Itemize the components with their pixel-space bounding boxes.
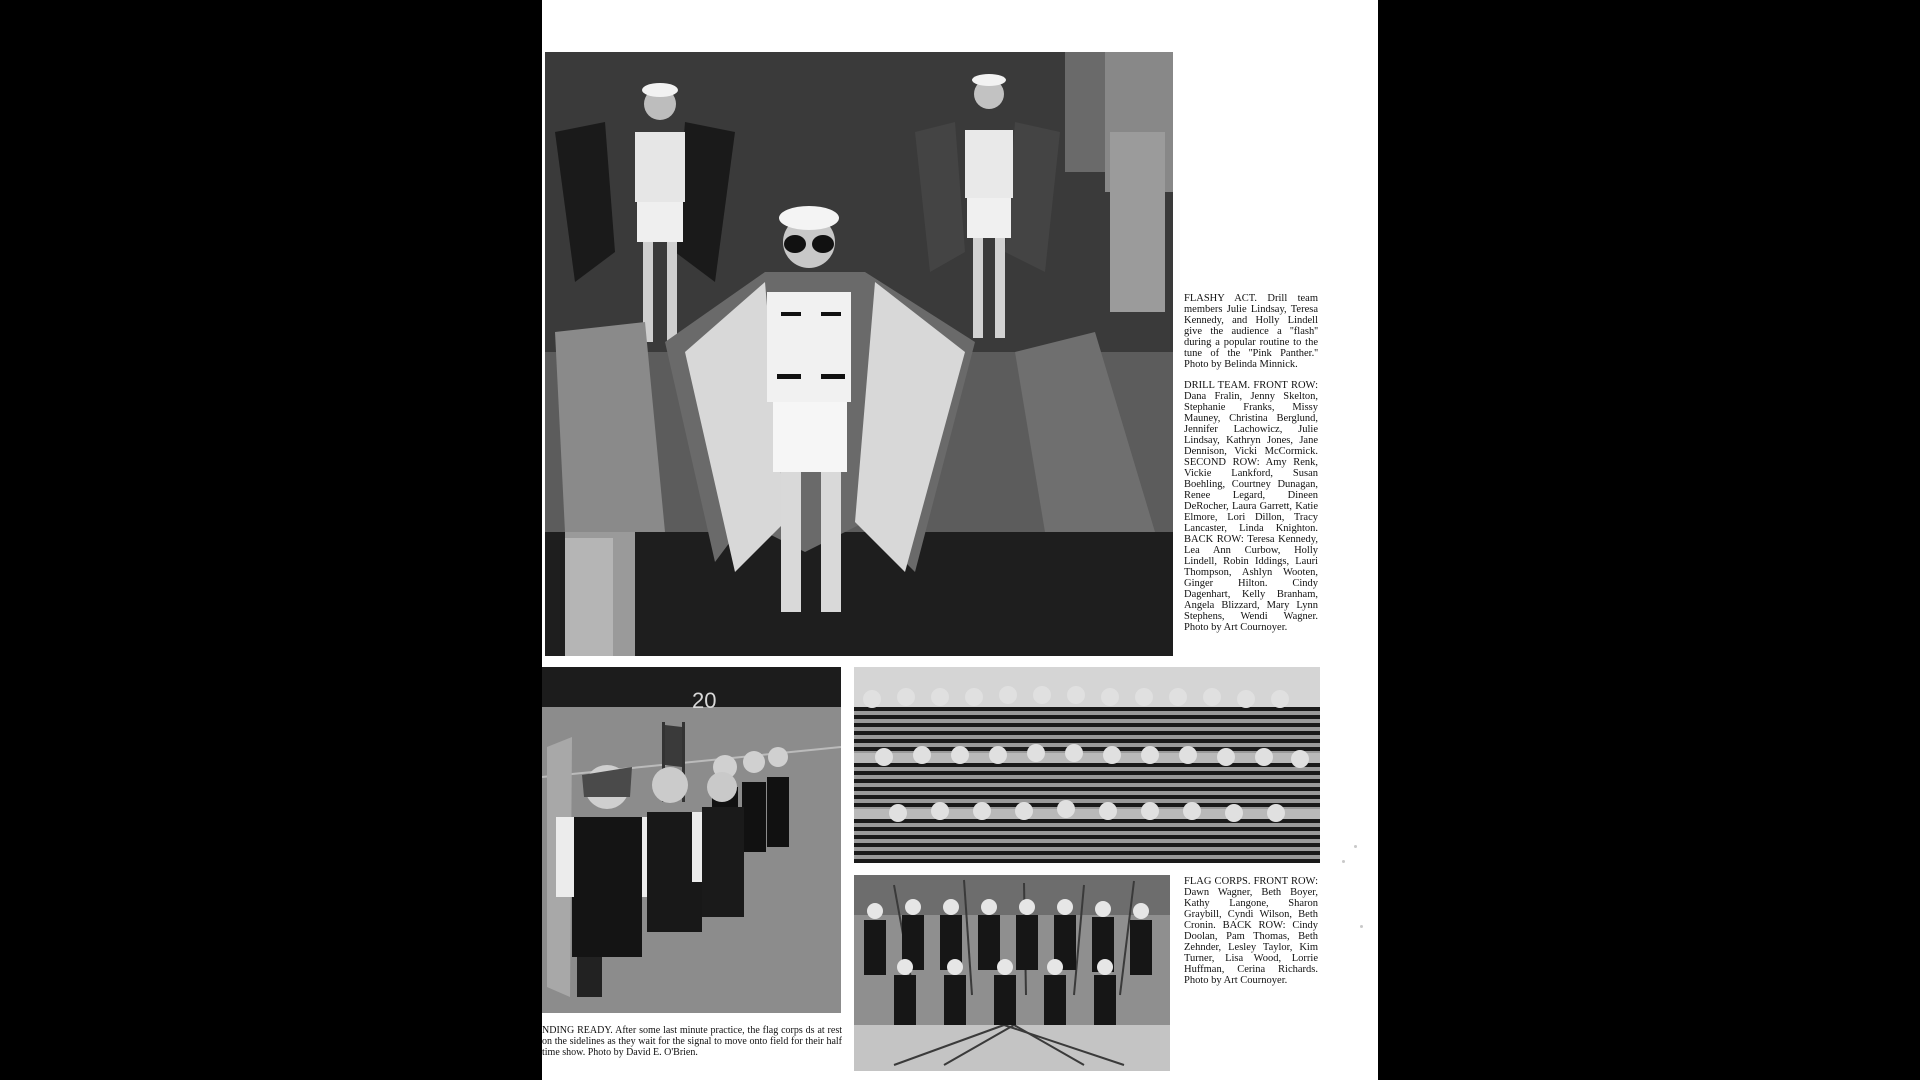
yardline-number: 20 [692,688,717,713]
flag-corps-caption-block [1184,876,1318,996]
flag-corps-sideline-photo [542,667,841,1013]
drill-team-performance-image [545,52,1173,656]
standing-ready-caption: NDING READY. After some last minute practice, the flag corps ds at rest on the sidelines as they wait for the signal to move onto field for their half time show. Photo by David E. O'Brien. [542,1025,842,1058]
drill-team-group-image [854,667,1320,863]
paper-speck [1342,860,1345,863]
paper-speck [1360,925,1363,928]
flag-corps-group-photo [854,875,1170,1071]
drill-team-group-photo [854,667,1320,863]
standing-ready-caption-block [542,1025,842,1058]
right-caption-column [1184,293,1318,643]
flag-corps-caption: FLAG CORPS. FRONT ROW: Dawn Wagner, Beth Boyer, Kathy Langone, Sharon Graybill, Cyndi Wilson, Beth Cronin. BACK ROW: Cindy Doolan, Pam Thomas, Beth Zehnder, Lesley Taylor, Kim Turner, Lisa Wood, Lorrie Huffman, Cerina Richards. Photo by Art Cournoyer. [1184,876,1318,986]
flag-corps-sideline-image [542,667,841,1013]
drill-team-performance-photo [545,52,1173,656]
flag-corps-group-image [854,875,1170,1071]
paper-speck [1354,845,1357,848]
drill-team-caption: DRILL TEAM. FRONT ROW: Dana Fralin, Jenny Skelton, Stephanie Franks, Missy Mauney, Christina Berglund, Jennifer Lachowicz, Julie Lindsay, Kathryn Jones, Jane Dennison, Vicki McCormick. SECOND ROW: Amy Renk, Vickie Lankford, Susan Boehling, Courtney Dunagan, Renee Legard, Dineen DeRocher, Laura Garrett, Katie Elmore, Lori Dillon, Tracy Lancaster, Linda Knighton. BACK ROW: Teresa Kennedy, Lea Ann Curbow, Holly Lindell, Robin Iddings, Lauri Thompson, Ashlyn Wooten, Ginger Hilton. Cindy Dagenhart, Kelly Branham, Angela Blizzard, Mary Lynn Stephens, Wendi Wagner. Photo by Art Cournoyer. [1184,380,1318,633]
yearbook-page [542,0,1378,1080]
flashy-act-caption: FLASHY ACT. Drill team members Julie Lindsay, Teresa Kennedy, and Holly Lindell give the audience a ''flash'' during a popular routine to the tune of the ''Pink Panther.'' Photo by Belinda Minnick. [1184,293,1318,370]
